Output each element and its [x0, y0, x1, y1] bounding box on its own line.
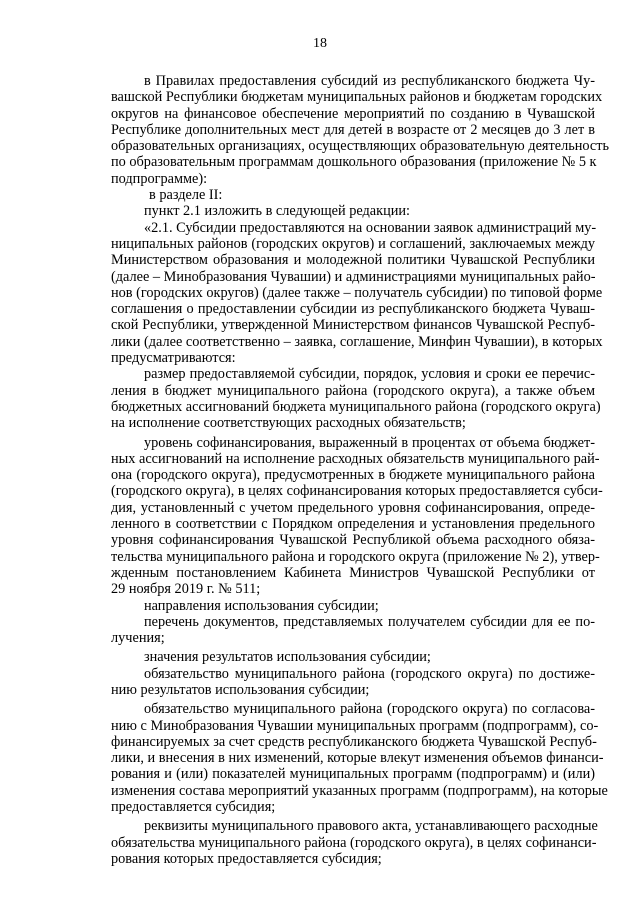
text-line: ления в бюджет муниципального района (городского округа), а также объем: [111, 382, 595, 399]
text-line: «2.1. Субсидии предоставляются на основании заявок администраций му-: [144, 219, 597, 236]
text-line: дия, установленный с учетом предельного уровня софинансирования, опреде-: [111, 499, 595, 516]
text-line: ленного в соответствии с Порядком определения и установления предельного: [111, 516, 595, 533]
text-line: размер предоставляемой субсидии, порядок, условия и сроки ее перечис-: [144, 366, 595, 383]
text-line: образовательных организациях, осуществляющих образовательную деятельность: [111, 138, 610, 155]
text-line: уровень софинансирования, выраженный в процентах от объема бюджет-: [144, 434, 595, 451]
text-line: соглашения о предоставлении субсидии из республиканского бюджета Чуваш-: [111, 301, 595, 318]
text-line: предоставляется субсидия;: [111, 799, 276, 816]
text-line: нов (городских округов) (далее также – получатель субсидии) по типовой форме: [111, 284, 603, 301]
text-line: финансируемых за счет средств республиканского бюджета Чувашской Респуб-: [111, 733, 597, 750]
text-line: на исполнение соответствующих расходных обязательств;: [111, 415, 466, 432]
text-line: обязательства муниципального района (городского округа), в целях софинанси-: [111, 834, 597, 851]
text-line: пункт 2.1 изложить в следующей редакции:: [144, 203, 411, 220]
text-line: в Правилах предоставления субсидий из республиканского бюджета Чу-: [144, 73, 595, 89]
text-line: в разделе II:: [149, 187, 223, 204]
text-line: жденным постановлением Кабинета Министров Чувашской Республики от: [111, 564, 595, 581]
text-line: (далее – Минобразования Чувашии) и администрациями муниципальных райо-: [111, 268, 596, 285]
text-line: направления использования субсидии;: [144, 597, 379, 614]
text-line: тельства муниципального района и городского округа (приложение № 2), утвер-: [111, 548, 600, 565]
text-line: обязательство муниципального района (городского округа) по достиже-: [144, 665, 595, 682]
text-line: перечень документов, представляемых получателем субсидии для ее по-: [144, 613, 595, 630]
text-line: ниципальных районов (городских округов) и соглашений, заключаемых между: [111, 235, 595, 252]
text-line: значения результатов использования субсидии;: [144, 649, 431, 666]
text-line: вашской Республики бюджетам муниципальных районов и бюджетам городских: [111, 89, 603, 106]
text-line: реквизиты муниципального правового акта, устанавливающего расходные: [144, 818, 598, 835]
text-line: Министерством образования и молодежной политики Чувашской Республики: [111, 252, 595, 269]
text-line: уровня софинансирования Чувашской Республикой объема расходного обяза-: [111, 532, 595, 549]
text-line: она (городского округа), предусмотренных в бюджете муниципального района: [111, 467, 595, 484]
document-body: [111, 73, 610, 867]
text-line: рования которых предоставляется субсидия;: [111, 850, 382, 867]
text-line: предусматриваются:: [111, 350, 236, 367]
text-line: (городского округа), в целях софинансирования которых предоставляется субси-: [111, 483, 603, 500]
text-line: ных ассигнований на исполнение расходных обязательств муниципального рай-: [111, 450, 600, 467]
text-line: подпрограмме):: [111, 170, 208, 187]
text-line: ской Республики, утвержденной Министерством финансов Чувашской Респуб-: [111, 317, 595, 334]
page-number: 18: [313, 36, 327, 51]
text-line: Республике дополнительных мест для детей в возрасте от 2 месяцев до 3 лет в: [111, 121, 595, 138]
text-line: 29 ноября 2019 г. № 511;: [111, 581, 261, 598]
text-line: лики (далее соответственно – заявка, соглашение, Минфин Чувашии), в которых: [111, 333, 603, 350]
text-line: рования и (или) показателей муниципальных программ (подпрограмм) и (или): [111, 766, 595, 783]
text-line: обязательство муниципального района (городского округа) по согласова-: [144, 701, 595, 718]
text-line: нию с Минобразования Чувашии муниципальных программ (подпрограмм), со-: [111, 717, 599, 734]
text-line: лики, и внесения в них изменений, которые влекут изменения объемов финанси-: [111, 750, 604, 767]
text-line: изменения состава мероприятий указанных программ (подпрограмм), на которые: [111, 782, 608, 799]
text-line: по образовательным программам дошкольного образования (приложение № 5 к: [111, 154, 597, 171]
text-line: округов на финансовое обеспечение мероприятий по созданию в Чувашской: [111, 105, 595, 122]
text-line: нию результатов использования субсидии;: [111, 681, 370, 698]
text-line: бюджетных ассигнований бюджета муниципального района (городского округа): [111, 398, 601, 415]
text-line: лучения;: [111, 630, 165, 647]
